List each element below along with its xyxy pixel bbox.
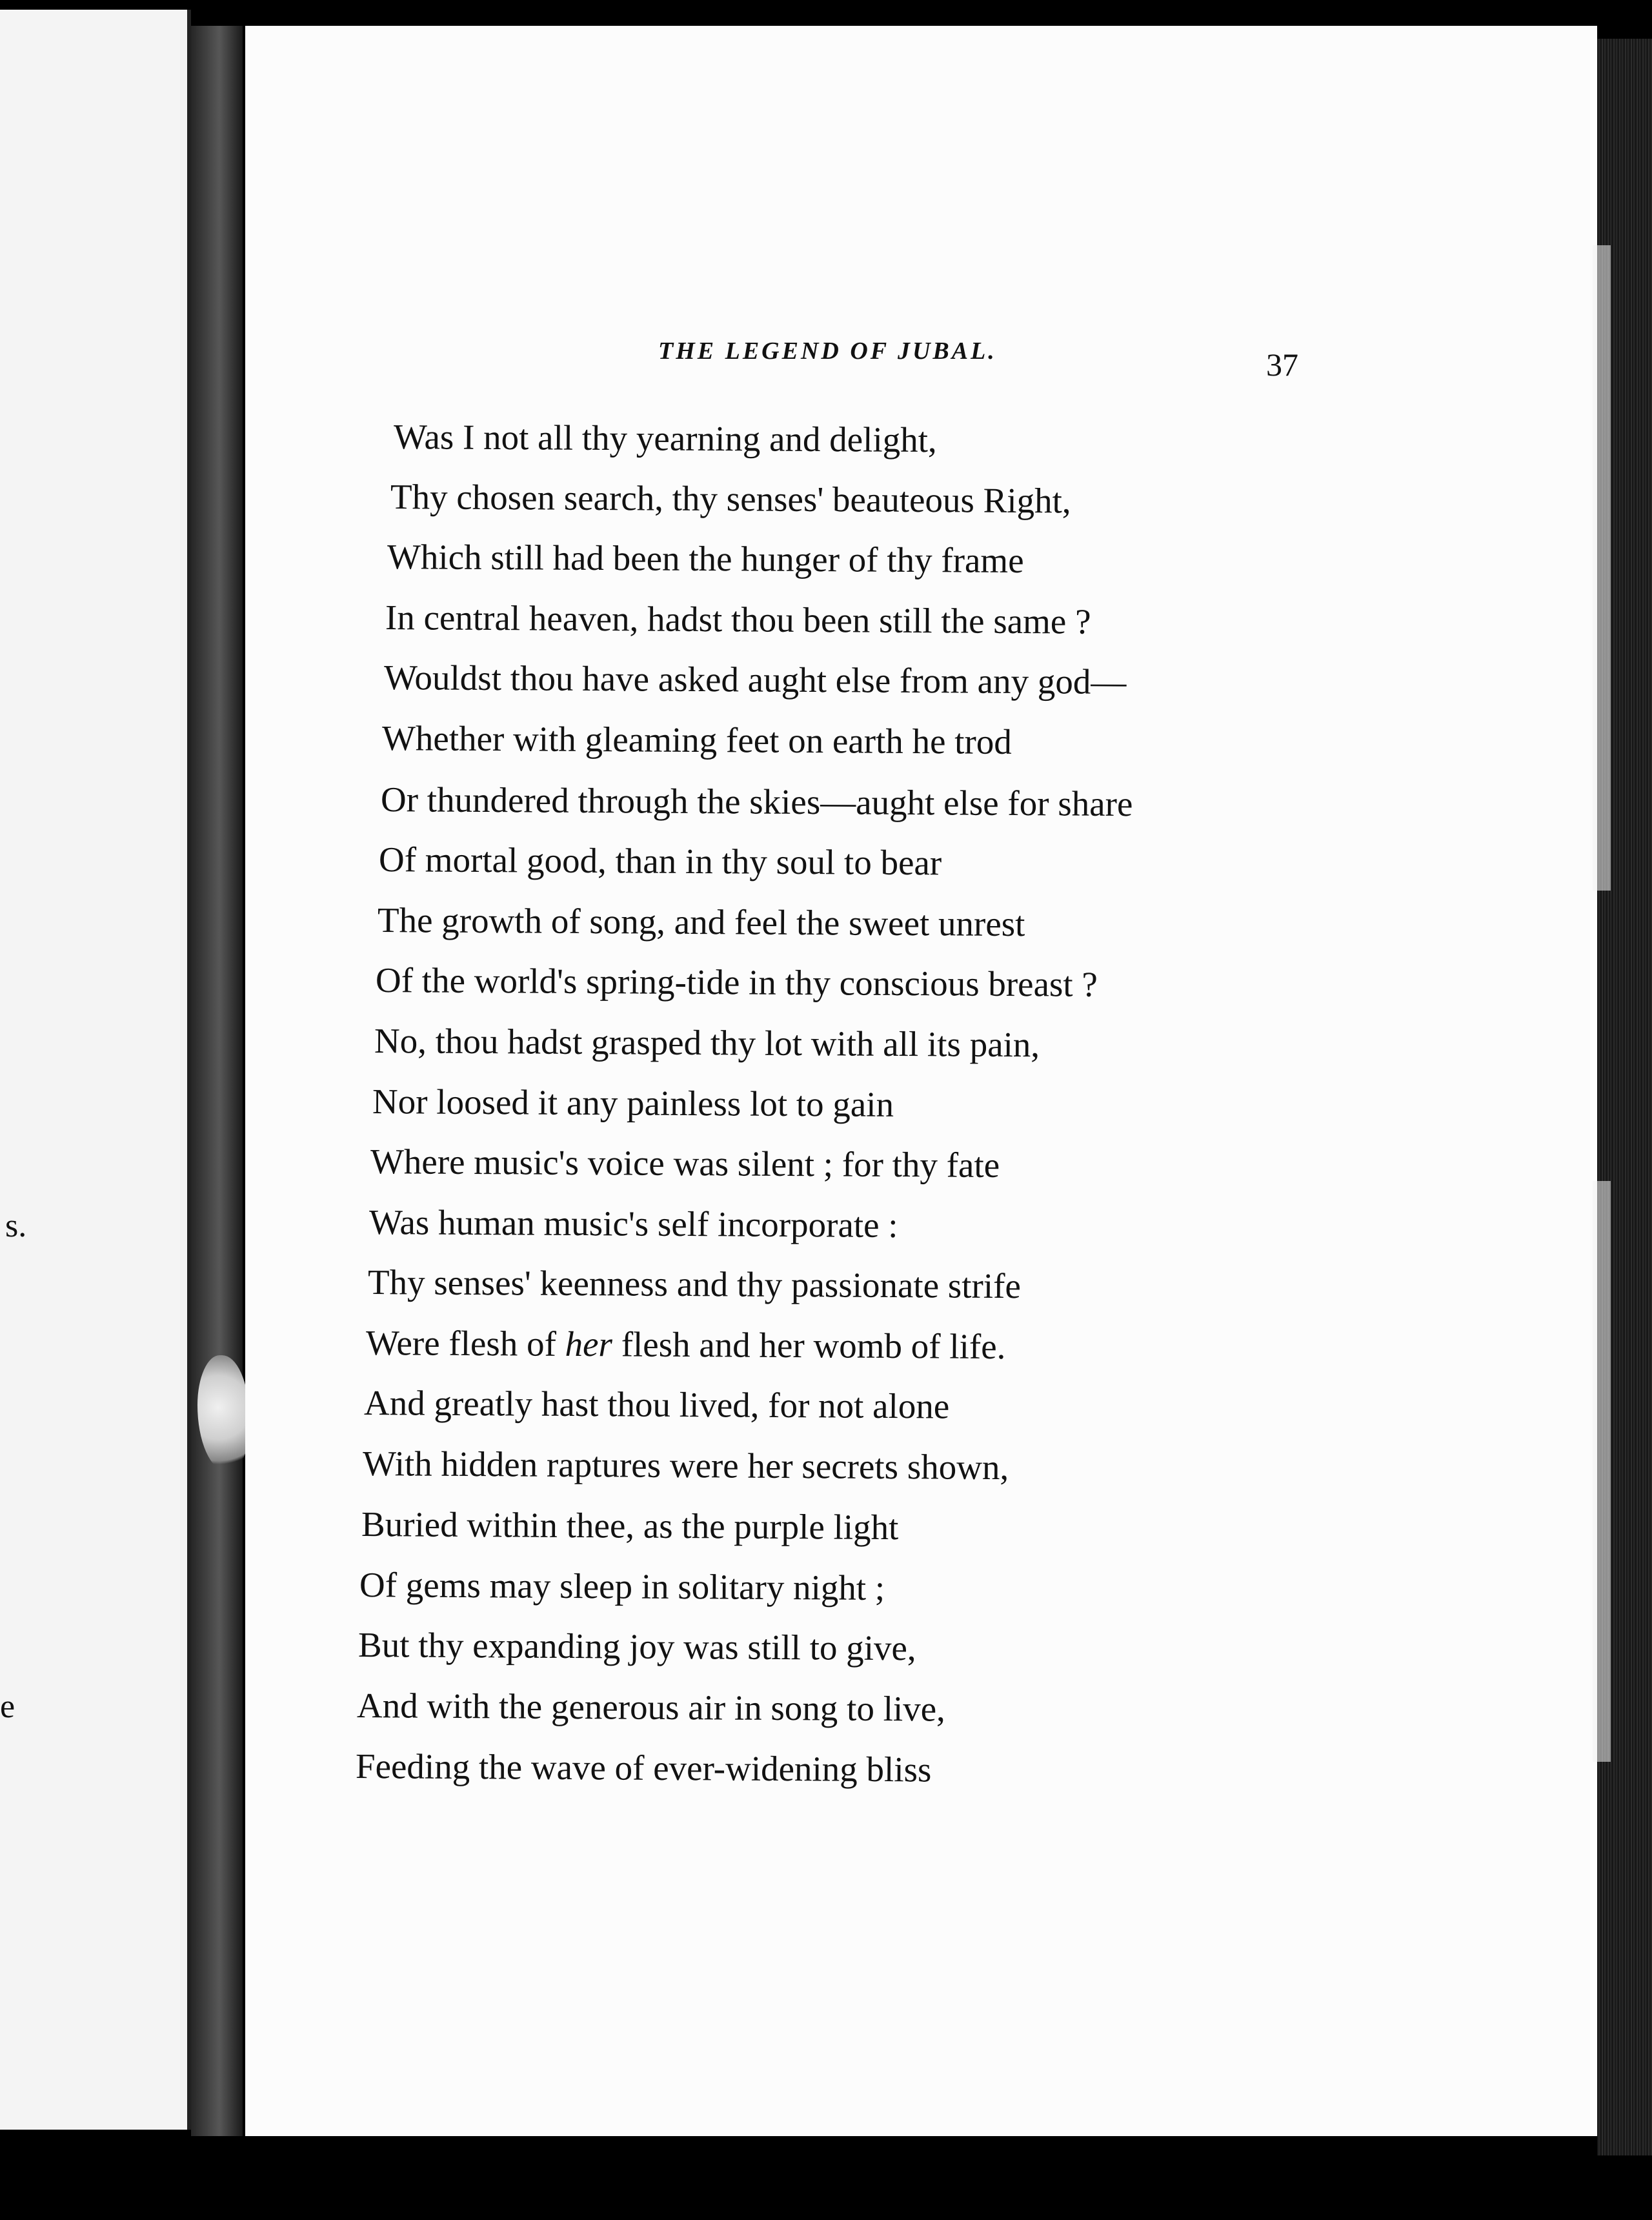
poem-line: Wouldst thou have asked aught else from any god— (383, 658, 1127, 702)
left-page-edge (0, 10, 191, 2130)
poem-line: Nor loosed it any painless lot to gain (372, 1082, 894, 1124)
poem-line: Feeding the wave of ever-widening bliss (355, 1746, 932, 1790)
library-stamp-mark (1593, 245, 1611, 891)
running-head: THE LEGEND OF JUBAL. (658, 338, 997, 365)
left-page-fragment: e (0, 1688, 15, 1725)
poem-line: Was human music's self incorporate : (368, 1202, 898, 1246)
poem-line: Whether with gleaming feet on earth he trod (381, 718, 1012, 762)
poem-line: Of gems may sleep in solitary night ; (359, 1565, 885, 1608)
poem-line: Thy chosen search, thy senses' beauteous Right, (390, 477, 1071, 521)
poem-line: And with the generous air in song to live, (356, 1686, 946, 1729)
library-stamp-mark (1593, 1181, 1611, 1762)
left-page-fragment: s. (5, 1207, 27, 1244)
poem-line: And greatly hast thou lived, for not alone (363, 1383, 950, 1426)
poem-line: But thy expanding joy was still to give, (358, 1625, 916, 1668)
book-gutter (191, 26, 243, 2136)
poem-line: With hidden raptures were her secrets shown, (362, 1444, 1009, 1488)
poem-line: Or thundered through the skies—aught else for share (380, 780, 1133, 824)
poem-line: Thy senses' keenness and thy passionate strife (367, 1262, 1022, 1306)
poem-line: Which still had been the hunger of thy frame (387, 537, 1024, 581)
poem-line: The growth of song, and feel the sweet unrest (377, 900, 1025, 944)
poem-line: No, thou hadst grasped thy lot with all its pain, (374, 1021, 1040, 1065)
poem-line: Was I not all thy yearning and delight, (393, 417, 937, 460)
emphasized-word: her (565, 1324, 613, 1364)
poem-line: In central heaven, hadst thou been still the same ? (385, 598, 1091, 641)
poem-line: Of the world's spring-tide in thy conscious breast ? (375, 960, 1098, 1004)
poem-line: Were flesh of her flesh and her womb of life. (365, 1323, 1006, 1367)
poem-line: Where music's voice was silent ; for thy fate (370, 1142, 1000, 1185)
poem-line: Buried within thee, as the purple light (361, 1504, 899, 1548)
page-number: 37 (1266, 347, 1298, 383)
poem-line: Of mortal good, than in thy soul to bear (378, 840, 942, 883)
